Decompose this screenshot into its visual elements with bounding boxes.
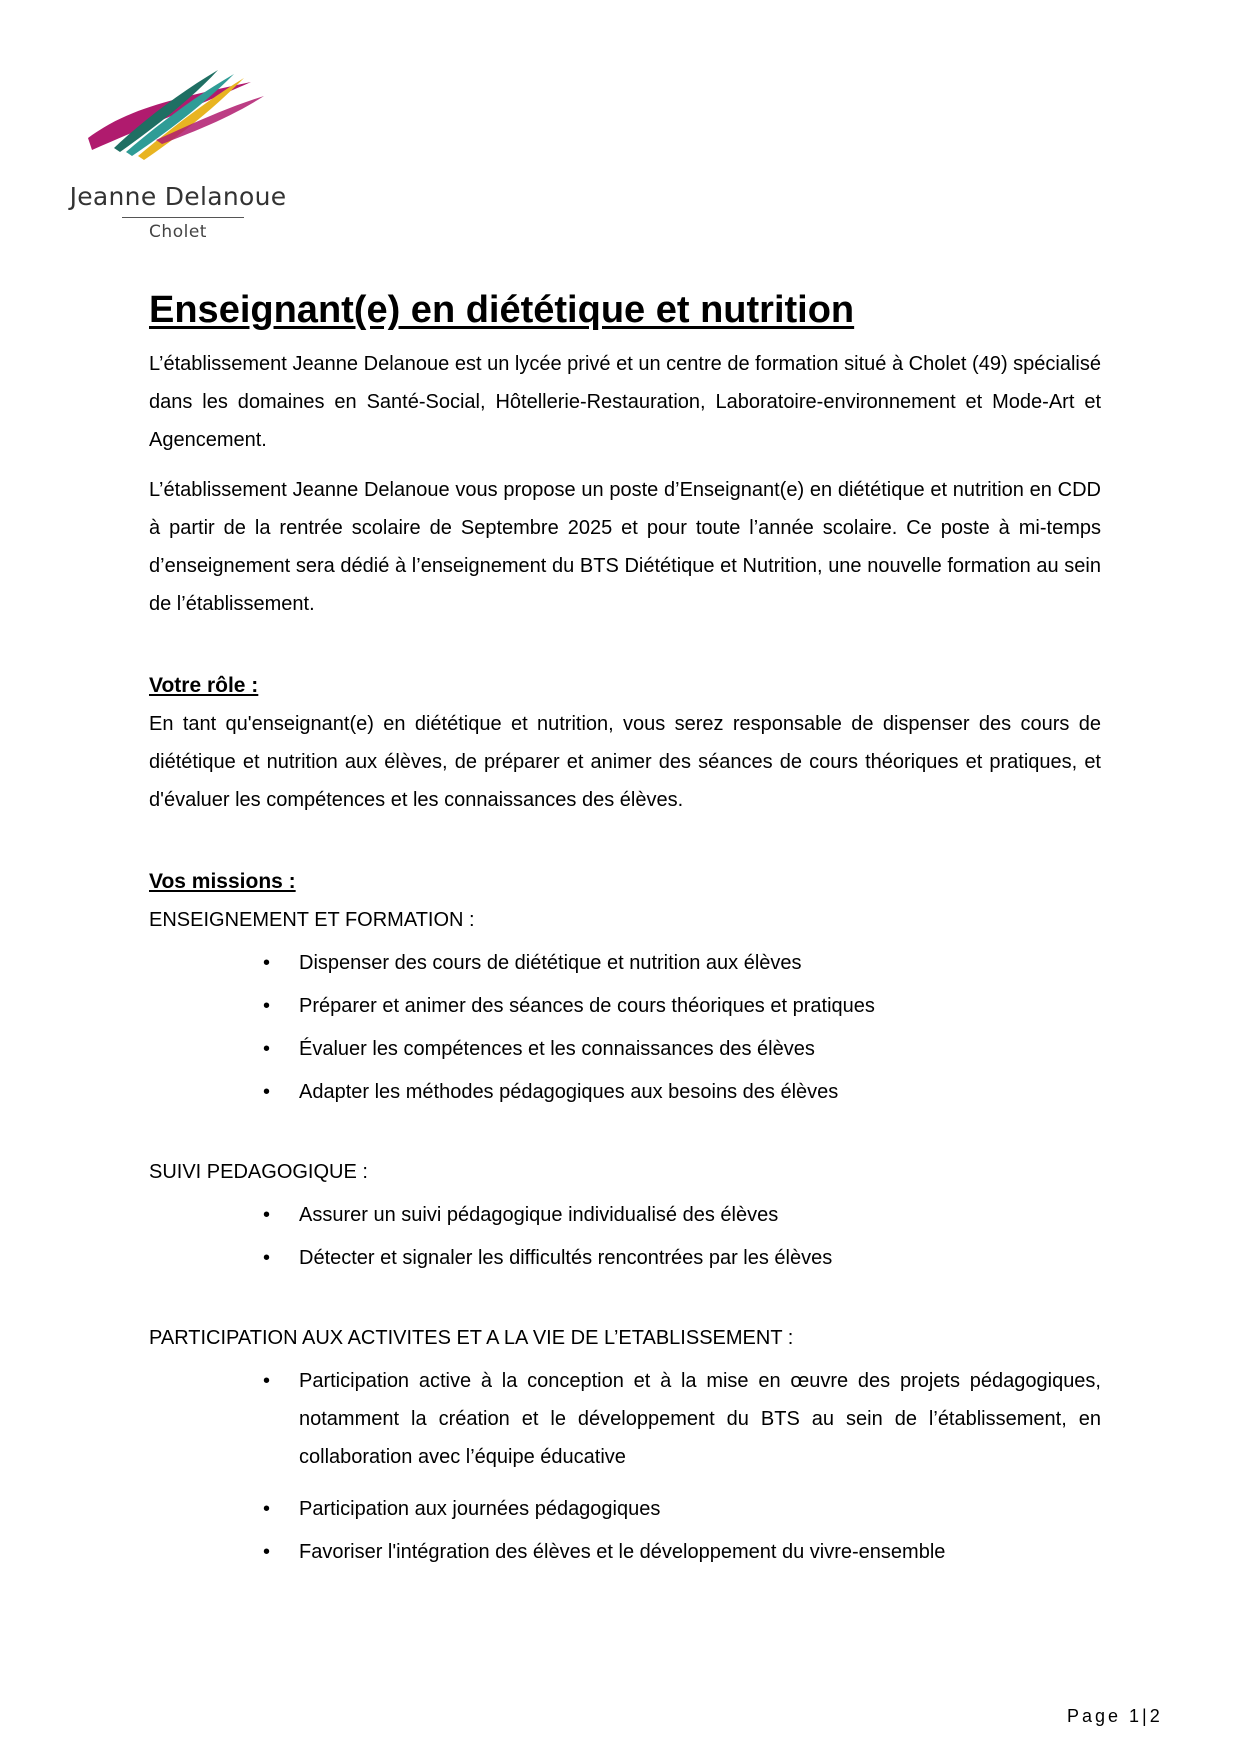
intro-paragraph-1: L’établissement Jeanne Delanoue est un lycée privé et un centre de formation situé à Cholet (49) spécialisé dans les domaines en Santé-Social, Hôtellerie-Restauration, Laboratoire-environnement et Mode-Art et Agencement. <box>149 353 1101 451</box>
mission-group-title: ENSEIGNEMENT ET FORMATION : <box>149 909 475 931</box>
logo-brushstrokes-icon <box>86 70 286 170</box>
list-item: • Participation aux journées pédagogiques <box>149 1490 1101 1528</box>
mission-group-title: PARTICIPATION AUX ACTIVITES ET A LA VIE DE L’ETABLISSEMENT : <box>149 1327 794 1349</box>
mission-list <box>149 1362 1101 1571</box>
list-item: • Favoriser l'intégration des élèves et le développement du vivre-ensemble <box>149 1533 1101 1571</box>
page-number: Page 1|2 <box>1067 1706 1163 1726</box>
list-item: • Adapter les méthodes pédagogiques aux besoins des élèves <box>149 1073 1101 1111</box>
page-title: Enseignant(e) en diététique et nutrition <box>149 289 855 331</box>
missions-heading: Vos missions : <box>149 870 296 893</box>
mission-list <box>149 1196 1101 1277</box>
list-item: • Préparer et animer des séances de cours théoriques et pratiques <box>149 987 1101 1025</box>
list-item: • Évaluer les compétences et les connaissances des élèves <box>149 1030 1101 1068</box>
mission-list <box>149 944 1101 1111</box>
mission-group-title: SUIVI PEDAGOGIQUE : <box>149 1161 368 1183</box>
role-paragraph: En tant qu'enseignant(e) en diététique et nutrition, vous serez responsable de dispenser des cours de diététique et nutrition aux élèves, de préparer et animer des séances de cours théoriques et pratiques, et d'évaluer les compétences et les connaissances des élèves. <box>149 713 1101 811</box>
intro-paragraph-2: L’établissement Jeanne Delanoue vous propose un poste d’Enseignant(e) en diététique et nutrition en CDD à partir de la rentrée scolaire de Septembre 2025 et pour toute l’année scolaire. Ce poste à mi-temps d’enseignement sera dédié à l’enseignement du BTS Diététique et Nutrition, une nouvelle formation au sein de l’établissement. <box>149 479 1101 615</box>
list-item: • Dispenser des cours de diététique et nutrition aux élèves <box>149 944 1101 982</box>
list-item: • Assurer un suivi pédagogique individualisé des élèves <box>149 1196 1101 1234</box>
logo-divider <box>122 217 244 218</box>
role-heading: Votre rôle : <box>149 674 259 697</box>
list-item: • Participation active à la conception et à la mise en œuvre des projets pédagogiques, notamment la création et le développement du BTS au sein de l’établissement, en collaboration avec l’équipe éducative <box>149 1362 1101 1476</box>
document-body <box>149 283 1101 1571</box>
institution-logo <box>66 70 296 250</box>
logo-subtitle: Cholet <box>149 222 207 242</box>
list-item: • Détecter et signaler les difficultés rencontrées par les élèves <box>149 1239 1101 1277</box>
logo-name: Jeanne Delanoue <box>69 182 287 211</box>
